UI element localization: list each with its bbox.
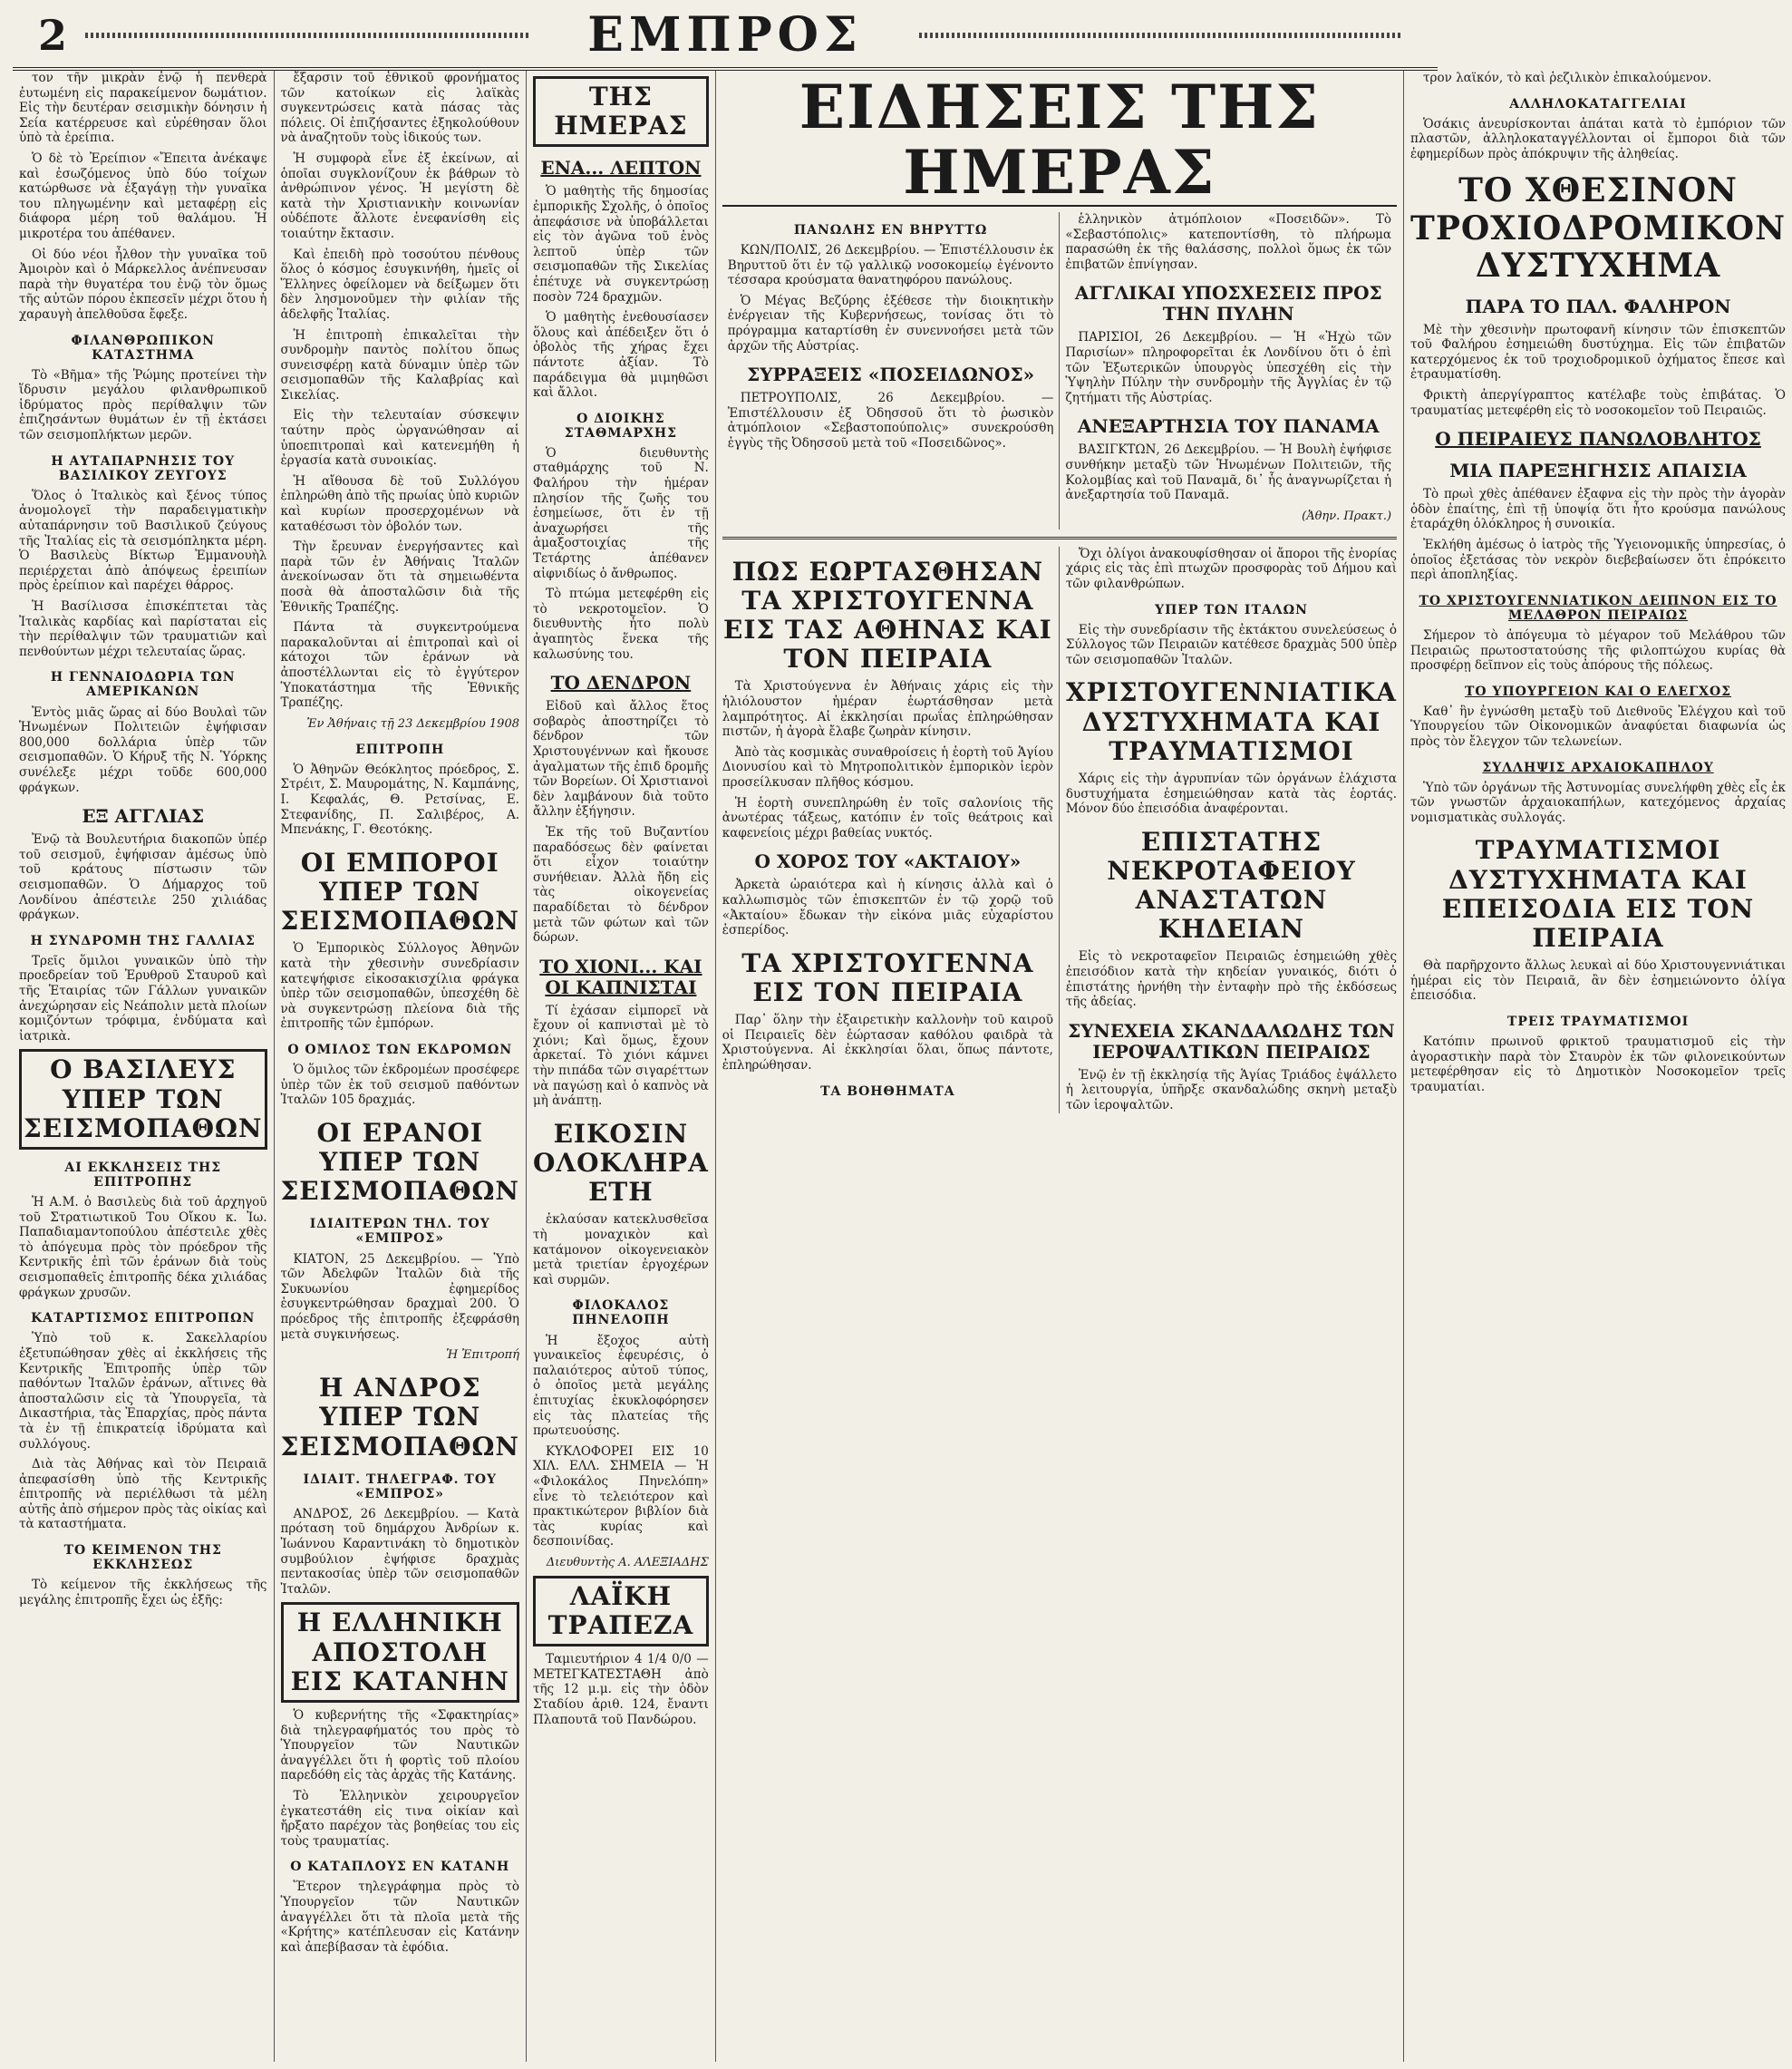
article-paragraph: Ὅλος ὁ Ἰταλικὸς καὶ ξένος τύπος ἀνομολογεῖ τὴν παραδειγματικὴν αὐταπάρνησιν τοῦ Βασιλικοῦ ζεύγους τῆς Ἰταλίας εἰς τὰ σεισμόπληκτα μέρη. Ὁ Βασιλεὺς Βίκτωρ Ἐμμανουὴλ περιέρχεται ἀπὸ ἀπόψεως ἐρειπίων πρὸς ἐρείπιον καὶ παρέχει θάρρος. <box>19 488 267 594</box>
article-paragraph: Ὁ διευθυντὴς σταθμάρχης τοῦ Ν. Φαλήρου τὴν ἡμέραν πλησίον τῆς ζωῆς του ἐσημείωσε, ὅτι ἐν τῇ ἀναχωρήσει τῆς ἁμαξοστοιχίας τῆς Τετάρτης ἀπέθανεν αἰφνιδίως ὁ ἄνθρωπος. <box>533 445 709 581</box>
article-paragraph: Τὸ κείμενον τῆς ἐκκλήσεως τῆς μεγάλης ἐπιτροπῆς ἔχει ὡς ἑξῆς: <box>19 1578 267 1608</box>
article-paragraph: Ταμιευτήριον 4 1/4 0/0 — ΜΕΤΕΓΚΑΤΕΣΤΑΘΗ ἀπὸ τῆς 12 μ.μ. εἰς τὴν ὁδὸν Σταδίου ἀριθ. 124, ἔναντι Πλαπουτᾶ τοῦ Πανδώρου. <box>533 1652 709 1727</box>
article-paragraph: Ἕτερον τηλεγράφημα πρὸς τὸ Ὑπουργεῖον τῶν Ναυτικῶν ἀναγγέλλει ὅτι τὰ πλοῖα μετὰ τῆς «Κρήτης» κατέπλευσαν εἰς Κατάνην καὶ ἀπεβίβασαν τὰ ἐφόδια. <box>280 1880 519 1955</box>
article-headline: ΑΙ ΕΚΚΛΗΣΕΙΣ ΤΗΣ ΕΠΙΤΡΟΠΗΣ <box>64 1160 222 1190</box>
article-paragraph: ἔξαρσιν τοῦ ἐθνικοῦ φρονήματος τῶν κατοίκων εἰς λαϊκὰς συγκεντρώσεις κατὰ πάσας τὰς πόλεις. Οἱ ἐπιζήσαντες ἐξηκολούθουν νὰ ἀναζητοῦν τοὺς ἰδικούς των. <box>280 71 519 146</box>
article-paragraph: Ἀρκετὰ ὡραιότερα καὶ ἡ κίνησις ἀλλὰ καὶ ὁ καλλωπισμὸς τῶν ἐπισκεπτῶν ἐν τῷ χορῷ τοῦ «Ἀκταίου» ἔδωκαν τὴν εἰκόνα μιᾶς εὐχαρίστου ἑσπερίδος. <box>722 878 1053 938</box>
article-paragraph: Ἡ αἴθουσα δὲ τοῦ Συλλόγου ἐπληρώθη ἀπὸ τῆς πρωίας ὑπὸ κυριῶν καὶ κυρίων προσερχομένων νὰ καταθέσωσι τὸν ὀβολόν των. <box>280 473 519 534</box>
article-paragraph: τον τῆν μικρὰν ἐνῷ ἡ πενθερὰ ἐυτωμένη εἰς παρακείμενον δωμάτιον. Εἰς τὴν δευτέραν σεισμικὴν δόνησιν ἡ Σεία κατέρρευσε καὶ εὑρέθησαν ὅλοι ὑπὸ τὰ ἐρείπια. <box>19 71 267 146</box>
article-paragraph: ΚΩΝ/ΠΟΛΙΣ, 26 Δεκεμβρίου. — Ἐπιστέλλουσιν ἐκ Βηρυττοῦ ὅτι ἐν τῷ γαλλικῷ νοσοκομείῳ ἐγένοντο τέσσαρα κρούσματα θανατηφόρου πανώλους. <box>727 243 1054 288</box>
article-headline: Ο ΟΜΙΛΟΣ ΤΩΝ ΕΚΔΡΟΜΩΝ <box>287 1042 513 1057</box>
article-paragraph: Σήμερον τὸ ἀπόγευμα τὸ μέγαρον τοῦ Μελάθρου τῶν Πειραιῶς πρωτοστατούσης τῆς φιλοπτώχου κυρίας θὰ προσφέρῃ δεῖπνον εἰς τοὺς ἀπόρους τῆς πόλεως. <box>1410 627 1786 674</box>
article-signature: Ἡ Ἐπιτροπή <box>446 1348 519 1363</box>
article-headline: ΚΑΤΑΡΤΙΣΜΟΣ ΕΠΙΤΡΟΠΩΝ <box>31 1311 256 1326</box>
article-paragraph: Ἀπὸ τὰς κοσμικὰς συναθροίσεις ἡ ἑορτὴ τοῦ Ἁγίου Διονυσίου καὶ τὸ Μητροπολιτικὸν ἐμπορικὸν ἱερὸν προσείλκυσαν πλῆθος κόσμου. <box>722 744 1053 791</box>
article-headline: Η ΓΕΝΝΑΙΟΔΩΡΙΑ ΤΩΝ ΑΜΕΡΙΚΑΝΩΝ <box>50 670 236 700</box>
article-headline: ΣΥΡΡΑΞΕΙΣ «ΠΟΣΕΙΔΩΝΟΣ» <box>747 364 1035 386</box>
article-paragraph: ΒΑΣΙΓΚΤΩΝ, 26 Δεκεμβρίου. — Ἡ Βουλὴ ἐψήφισε συνθήκην μεταξὺ τῶν Ἡνωμένων Πολιτειῶν, τῆς Κολομβίας καὶ τοῦ Παναμᾶ, δι᾽ ἧς ἀναγνωρίζεται ἡ ἀνεξαρτησία τοῦ Παναμᾶ. <box>1065 442 1392 503</box>
article-headline: ΠΑΡΑ ΤΟ ΠΑΛ. ΦΑΛΗΡΟΝ <box>1465 295 1731 317</box>
article-paragraph: Ἡ συμφορὰ εἶνε ἐξ ἐκείνων, αἱ ὁποῖαι συγκλονίζουν ἐκ βάθρων τὸ ἀνθρώπινον γένος. Ἡ μεγίστη δὲ κατὰ τὴν Χριστιανικὴν κοινωνίαν οὐδέποτε ἄλλοτε ἐνεφανίσθη εἰς τοιαύτην ἔκτασιν. <box>280 151 519 241</box>
article-headline: ΕΙΚΟΣΙΝ ΟΛΟΚΛΗΡΑ ΕΤΗ <box>533 1118 709 1208</box>
telegrams-right <box>1059 212 1397 529</box>
article-paragraph: Ὑπὸ τοῦ κ. Σακελλαρίου ἐξετυπώθησαν χθὲς αἱ ἐκκλήσεις τῆς Κεντρικῆς Ἐπιτροπῆς ὑπὲρ τῶν παθόντων Ἰταλῶν ἐράνων, αἵτινες θὰ ἀποσταλῶσιν εἰς τὰ Ὑπουργεῖα, τὰ Δικαστήρια, τὰς Ἐπαρχίας, πρὸς πάντα τὰ ἐν τῇ ἐπικρατείᾳ ἱδρύματα καὶ συλλόγους. <box>19 1331 267 1452</box>
article-paragraph: τρον λαϊκόν, τὸ καὶ ῥεζιλικὸν ἐπικαλούμενον. <box>1423 71 1712 85</box>
article-headline: Η ΑΥΤΑΠΑΡΝΗΣΙΣ ΤΟΥ ΒΑΣΙΛΙΚΟΥ ΖΕΥΓΟΥΣ <box>51 453 236 483</box>
article-paragraph: Ὁ ὅμιλος τῶν ἐκδρομέων προσέφερε ὑπὲρ τῶν ἐκ τοῦ σεισμοῦ παθόντων Ἰταλῶν 105 δραχμάς. <box>280 1063 519 1108</box>
article-paragraph: Ὁσάκις ἀνευρίσκονται ἀπάται κατὰ τὸ ἐμπόριον τῶν πλαστῶν, ἀλληλοκαταγγέλλονται οἱ ἔμποροι διὰ τῶν ἐφημερίδων πρὸς ἀπόκρυψιν τῆς ἀληθείας. <box>1410 116 1786 161</box>
columns <box>13 71 1787 2062</box>
article-headline: ΟΙ ΕΡΑΝΟΙ ΥΠΕΡ ΤΩΝ ΣΕΙΣΜΟΠΑΘΩΝ <box>280 1117 519 1207</box>
article-headline: Η ΣΥΝΔΡΟΜΗ ΤΗΣ ΓΑΛΛΙΑΣ <box>30 933 256 948</box>
article-paragraph: Καὶ ἐπειδὴ πρὸ τοσούτου πένθους ὅλος ὁ κόσμος ἐσυγκινήθη, ἡμεῖς οἱ Ἕλληνες ὀφείλομεν νὰ δείξωμεν ὅτι δὲν λησμονοῦμεν τὴν φιλίαν τῆς ἀδελφῆς Ἰταλίας. <box>280 247 519 322</box>
column-3 <box>527 71 716 2062</box>
article-signature: (Ἀθην. Πρακτ.) <box>1302 509 1392 523</box>
article-paragraph: Κατόπιν πρωινοῦ φρικτοῦ τραυματισμοῦ εἰς τὴν ἀγοραστικὴν παρὰ τὸν Σταυρὸν ἐκ τῶν φιλονεικούντων μετεφέρθησαν εἰς τὸ Δημοτικὸν Νοσοκομεῖον τρεῖς τραυματίαι. <box>1410 1034 1786 1094</box>
christmas-section <box>722 547 1397 1113</box>
article-paragraph: Τί ἐχάσαν εἰμπορεῖ νὰ ἔχουν οἱ καπνισταὶ μὲ τὸ χιόνι; Καὶ ὅμως, ἔχουν ἀρκεταί. Τὸ χιόνι κάμνει τὴν πιπάδα τῶν σιγαρέττων νὰ παγώσῃ καὶ ὁ καπνὸς νὰ μὴ ἀνάπτῃ. <box>533 1003 709 1109</box>
article-headline: ΤΟ ΧΙΟΝΙ... ΚΑΙ ΟΙ ΚΑΠΝΙΣΤΑΙ <box>539 955 702 998</box>
article-paragraph: ΚΙΑΤΟΝ, 25 Δεκεμβρίου. — Ὑπὸ τῶν Ἀδελφῶν Ἰταλῶν διὰ τῆς Συκυωνίου ἐφημερίδος ἐσυγκεντρώθησαν δραχμαὶ 200. Ὁ πρόεδρος τῆς ἐπιτροπῆς ἐξεφράσθη μετὰ συγκινήσεως. <box>280 1251 519 1342</box>
article-headline: ΤΟ ΧΡΙΣΤΟΥΓΕΝΝΙΑΤΙΚΟΝ ΔΕΙΠΝΟΝ ΕΙΣ ΤΟ ΜΕΛΑΘΡΟΝ ΠΕΙΡΑΙΩΣ <box>1419 593 1777 623</box>
article-signature: Ἐν Ἀθήναις τῇ 23 Δεκεμβρίου 1908 <box>306 716 519 731</box>
section-divider <box>722 537 1397 539</box>
article-headline: ΤΑ ΒΟΗΘΗΜΑΤΑ <box>820 1083 955 1099</box>
article-paragraph: Ὑπὸ τῶν ὀργάνων τῆς Ἀστυνομίας συνελήφθη χθὲς εἷς ἐκ τῶν γνωστῶν ἀρχαιοκαπήλων, κατεχόμενος ἀρχαίας νομισματικὰς συλλογάς. <box>1410 780 1786 825</box>
article-paragraph: Ἐνῷ ἐν τῇ ἐκκλησίᾳ τῆς Ἁγίας Τριάδος ἐψάλλετο ἡ λειτουργία, ὑπῆρξε σκανδαλώδης σκηνὴ μεταξὺ τῶν ἱεροψαλτῶν. <box>1065 1067 1398 1113</box>
article-paragraph: Ὁ μαθητὴς τῆς δημοσίας ἐμπορικῆς Σχολῆς, ὁ ὁποῖος ἀπεφάσισε νὰ ὑποβάλλεται εἰς τὸν ἀγῶνα τοῦ ἑνὸς λεπτοῦ ὑπὲρ τῶν σεισμοπαθῶν τῆς Σικελίας ἐπέτυχε νὰ συγκεντρώσῃ ποσὸν 724 δραχμῶν. <box>533 184 709 305</box>
article-headline: Ο ΔΙΟΙΚΗΣ ΣΤΑΘΜΑΡΧΗΣ <box>564 411 678 441</box>
article-paragraph: Τὸ πρωὶ χθὲς ἀπέθανεν ἐξαφνα εἰς τὴν πρὸς τὴν ἀγορὰν ὁδὸν ἐπαίτης, ἐπὶ τῇ ὑποψίᾳ ὅτι ἦτο κρούσμα πανώλους ἐταράχθη ὁλόκληρος ἡ συνοικία. <box>1410 487 1786 532</box>
article-headline: ΙΔΙΑΙΤΕΡΩΝ ΤΗΛ. ΤΟΥ «ΕΜΠΡΟΣ» <box>309 1217 490 1247</box>
article-paragraph: Διὰ τὰς Ἀθήνας καὶ τὸν Πειραιᾶ ἀπεφασίσθη ὑπὸ τῆς Κεντρικῆς ἐπιτροπῆς νὰ περιέλθωσι τὰ μέλη αὐτῆς ἀπὸ σήμερον πρὸς τὰς οἰκίας καὶ τὰ καταστήματα. <box>19 1457 267 1532</box>
article-paragraph: Ἐκ τῆς τοῦ Βυζαντίου παραδόσεως δὲν φαίνεται ὅτι εἶχον τοιαύτην συνήθειαν. Ἀλλὰ ἤδη εἰς τὰς οἰκογενείας παραδίδεται τὸ δένδρον μετὰ τῶν φώτων καὶ τῶν δώρων. <box>533 824 709 946</box>
column-1 <box>13 71 275 2062</box>
article-headline: ΣΥΝΕΧΕΙΑ ΣΚΑΝΔΑΛΩΔΗΣ ΤΩΝ ΙΕΡΟΨΑΛΤΙΚΩΝ ΠΕΙΡΑΙΩΣ <box>1068 1019 1395 1063</box>
article-paragraph: Χάρις εἰς τὴν ἀγρυπνίαν τῶν ὀργάνων ἐλάχιστα δυστυχήματα ἐσημειώθησαν κατὰ τὰς ἑορτάς. Μόνον δύο ἐπεισόδια ἀναφέρονται. <box>1065 771 1398 817</box>
article-paragraph: Τὴν ἔρευναν ἐνεργήσαντες καὶ παρὰ τῶν ἐν Ἀθήναις Ἰταλῶν ἀνεκοίνωσαν ὅτι τὰ σημειωθέντα ποσὰ θὰ ἀποσταλῶσιν διὰ τῆς Ἐθνικῆς Τραπέζης. <box>280 539 519 615</box>
telegrams-section <box>722 212 1397 529</box>
article-paragraph: Τὸ Ἑλληνικὸν χειρουργεῖον ἐγκατεστάθη εἰς τινα οἰκίαν καὶ ἤρξατο παρέχον τὰς βοηθείας του εἰς τοὺς τραυματίας. <box>280 1788 519 1849</box>
article-headline: ΕΞ ΑΓΓΛΙΑΣ <box>82 805 205 828</box>
article-headline: ΤΟ ΔΕΝΔΡΟΝ <box>550 672 692 695</box>
article-paragraph: Τὸ πτώμα μετεφέρθη εἰς τὸ νεκροτομεῖον. Ὁ διευθυντὴς ἦτο πολὺ ἀγαπητὸς ἕνεκα τῆς καλωσύνης του. <box>533 587 709 662</box>
article-headline: ΥΠΕΡ ΤΩΝ ΙΤΑΛΩΝ <box>1155 602 1308 617</box>
article-paragraph: Τρεῖς ὅμιλοι γυναικῶν ὑπὸ τὴν προεδρείαν τοῦ Ἐρυθροῦ Σταυροῦ καὶ τῆς Ἑταιρίας τῶν Γάλλων γυναικῶν ἀνεχώρησαν εἰς Νεάπολιν μετὰ πλοίων κομιζόντων τρόφιμα, ἐνδύματα καὶ ἰατρικὰ. <box>19 953 267 1044</box>
article-paragraph: ΚΥΚΛΟΦΟΡΕΙ ΕΙΣ 10 ΧΙΛ. ΕΛΛ. ΣΗΜΕΙΑ — Ἡ «Φιλοκάλος Πηνελόπη» εἶνε τὸ τελειότερον καὶ πρακτικώτερον βιβλίον διὰ τὰς κυρίας καὶ δεσποινίδας. <box>533 1443 709 1549</box>
article-headline: Ο ΒΑΣΙΛΕΥΣ ΥΠΕΡ ΤΩΝ ΣΕΙΣΜΟΠΑΘΩΝ <box>19 1049 267 1150</box>
article-headline: ΕΝΑ... ΛΕΠΤΟΝ <box>540 157 702 180</box>
article-paragraph: Ὁ Μέγας Βεζύρης ἐξέθεσε τὴν διοικητικὴν ἐνέργειαν τῆς Κυβερνήσεως, τονίσας ὅτι τὸ πρόγραμμα καταρτίσθη ἐν συνεννοήσει μετὰ τῶν ἀρχῶν τῆς Αὐστρίας. <box>727 293 1054 354</box>
article-headline: ΙΔΙΑΙΤ. ΤΗΛΕΓΡΑΦ. ΤΟΥ «ΕΜΠΡΟΣ» <box>303 1472 498 1501</box>
article-headline: ΛΑΪΚΗ ΤΡΑΠΕΖΑ <box>533 1576 709 1646</box>
article-paragraph: Πάντα τὰ συγκεντρούμενα παρακαλοῦνται αἱ ἐπιτροπαὶ καὶ οἱ κάτοχοι τῶν ἐράνων νὰ ἀποστέλλωνται εἰς τὸ ἐγγύτερον Ὑποκατάστημα τῆς Ἐθνικῆς Τραπέζης. <box>280 620 519 711</box>
article-paragraph: Εἰδοῦ καὶ ἄλλος ἕτος σοβαρὸς ἀποστηρίζει τὸ δένδρον τῶν Χριστουγέννων καὶ ἤκουσε ἀγαλματων τῆς ἐπιδ δρομῆς τῶν Βορείων. Οἱ Χριστιανοὶ δὲν λαμβάνουν διὰ τοῦτο ἄλλην ἐξήγησιν. <box>533 699 709 820</box>
page-number: 2 <box>38 11 68 60</box>
article-headline: ΦΙΛΟΚΑΛΟΣ ΠΗΝΕΛΟΠΗ <box>572 1298 670 1328</box>
article-headline: Η ΑΝΔΡΟΣ ΥΠΕΡ ΤΩΝ ΣΕΙΣΜΟΠΑΘΩΝ <box>280 1373 519 1462</box>
article-paragraph: ΠΕΤΡΟΥΠΟΛΙΣ, 26 Δεκεμβρίου. — Ἐπιστέλλουσιν ἐξ Ὀδησσοῦ ὅτι τὸ ῥωσικὸν ἀτμόπλοιον «Σεβαστοπούπολις» συνεκρούσθη ἐγγὺς τῆς Ὀδησσοῦ μετὰ τοῦ «Ποσειδῶνος». <box>727 391 1054 452</box>
article-paragraph: Ὁ Ἀθηνῶν Θεόκλητος πρόεδρος, Σ. Στρέιτ, Σ. Μαυρομάτης, Ν. Καμπάνης, Ι. Κεφαλάς, Θ. Ρετσίνας, Ε. Στεφανίδης, Π. Σαλιβέρος, Α. Μπενάκης, Γ. Θεοτόκης. <box>280 762 519 838</box>
article-paragraph: Θὰ παρῆρχοντο ἄλλως λευκαὶ αἱ δύο Χριστουγεννιάτικαι ἡμέραι εἰς τὸν Πειραιᾶ, ἂν δὲν ἐσημειώνοντο ὀλίγα ἐπεισόδια. <box>1410 958 1786 1004</box>
telegrams-left <box>722 212 1060 529</box>
article-paragraph: Ὁ δὲ τὸ Ἐρείπιον «Ἔπειτα ἀνέκαψε καὶ ἐσωζόμενος ὑπὸ δύο τοίχων κατώρθωσε νὰ ἐξαγάγῃ τὴν γυναῖκα του πληγωμένην καὶ μεταφέρῃ εἰς διάφορα μέρη τοῦ θαλάμου. Ἡ μικροτέρα του ἀπέθανεν. <box>19 151 267 241</box>
article-paragraph: Οἱ δύο νέοι ἦλθον τὴν γυναῖκα τοῦ Ἀμοιρὸν καὶ ὁ Μάρκελλος ἀνέπνευσαν παρὰ τὴν θυγατέρα του ἐνῷ τὸν ὅμως τῆς αὐτῶν πόρου ἐκπεσεῖν μέχρι ὅτου ἡ χαραυγὴ ἀπελθοῦσα ἔφεξε. <box>19 247 267 322</box>
article-paragraph: Παρ᾽ ὅλην τὴν ἐξαιρετικὴν καλλονὴν τοῦ καιροῦ οἱ Πειραιεῖς δὲν ἑώρτασαν καθόλου φαιδρὰ τὰ Χριστούγεννα. Αἱ ἐκκλησίαι ὅλαι, ὅπως πάντοτε, ἐπληρώθησαν. <box>722 1013 1053 1073</box>
article-paragraph: Εἰς τὴν συνεδρίασιν τῆς ἐκτάκτου συνελεύσεως ὁ Σύλλογος τῶν Πειραιῶν κατέθεσε δραχμὰς 500 ὑπὲρ τῶν σεισμοπαθῶν Ἰταλῶν. <box>1065 622 1398 667</box>
article-headline: ΦΙΛΑΝΘΡΩΠΙΚΟΝ ΚΑΤΑΣΤΗΜΑ <box>71 333 215 363</box>
article-paragraph: ἐκλαύσαν κατεκλυσθεῖσα τὴ μοναχικὸν καὶ κατάμονον οἰκογενειακὸν μετὰ τριετίαν ἐργοχέρων καὶ συρμῶν. <box>533 1212 709 1287</box>
article-headline: ΟΙ ΕΜΠΟΡΟΙ ΥΠΕΡ ΤΩΝ ΣΕΙΣΜΟΠΑΘΩΝ <box>280 847 519 937</box>
article-headline: ΣΥΛΛΗΨΙΣ ΑΡΧΑΙΟΚΑΠΗΛΟΥ <box>1482 760 1714 775</box>
article-headline: ΤΗΣ ΗΜΕΡΑΣ <box>533 76 709 147</box>
article-headline: ΜΙΑ ΠΑΡΕΞΗΓΗΣΙΣ ΑΠΑΙΣΙΑ <box>1449 460 1747 482</box>
article-paragraph: Ἐκλήθη ἀμέσως ὁ ἰατρὸς τῆς Ὑγειονομικῆς ὑπηρεσίας, ὁ ὁποῖος ἐξετάσας τὸν νεκρὸν διεβεβαίωσεν ὅτι ἐπρόκειτο περὶ ἀποπληξίας. <box>1410 537 1786 583</box>
article-headline: ΤΡΑΥΜΑΤΙΣΜΟΙ ΔΥΣΤΥΧΗΜΑΤΑ ΚΑΙ ΕΠΕΙΣΟΔΙΑ ΕΙΣ ΤΟΝ ΠΕΙΡΑΙΑ <box>1441 835 1755 954</box>
article-paragraph: Τὸ «Βῆμα» τῆς Ῥώμης προτείνει τὴν ἵδρυσιν μεγάλου φιλανθρωπικοῦ ἱδρύματος πρὸς περίθαλψιν τῶν ἐπιζησάντων θυμάτων ἐν τῇ ἐκτάσει τῶν σεισμοπλήκτων μερῶν. <box>19 367 267 443</box>
article-paragraph: Καθ᾽ ἣν ἐγνώσθη μεταξὺ τοῦ Διεθνοῦς Ἐλέγχου καὶ τοῦ Ὑπουργείου τῶν Οἰκονομικῶν ἀναφύεται διαφωνία ὡς πρὸς τὸν ἔλεγχον τῶν τελωνείων. <box>1410 704 1786 750</box>
article-paragraph: Εἰς τὸ νεκροταφεῖον Πειραιῶς ἐσημειώθη χθὲς ἐπεισόδιον κατὰ τὴν κηδείαν γυναικός, διότι ὁ ἐπιστάτης ἠρνήθη τὴν ἐνταφὴν πρὸ τῆς ἐκδόσεως τῆς ἀδείας. <box>1065 949 1398 1010</box>
article-paragraph: Μὲ τὴν χθεσινὴν πρωτοφανῆ κίνησιν τῶν ἐπισκεπτῶν τοῦ Φαλήρου ἐσημειώθη δυστύχημα. Εἰς τῶν ἐπιβατῶν κατερχόμενος ἐκ τοῦ τροχιοδρομικοῦ ὀχήματος ἔπεσε καὶ ἐτραυματίσθη. <box>1410 322 1786 383</box>
article-headline: ΧΡΙΣΤΟΥΓΕΝΝΙΑΤΙΚΑ ΔΥΣΤΥΧΗΜΑΤΑ ΚΑΙ ΤΡΑΥΜΑΤΙΣΜΟΙ <box>1065 677 1398 766</box>
column-4 <box>716 71 1404 2062</box>
article-paragraph: ΑΝΔΡΟΣ, 26 Δεκεμβρίου. — Κατὰ πρόταση τοῦ δημάρχου Ἀνδρίων κ. Ἰωάννου Καραντινάκη τὸ δημοτικὸν συμβούλιον ἐψήφισε δραχμὰς πεντακοσίας ὑπὲρ τῶν σεισμοπαθῶν Ἰταλῶν. <box>280 1506 519 1597</box>
article-headline: ΤΡΕΙΣ ΤΡΑΥΜΑΤΙΣΜΟΙ <box>1506 1015 1690 1030</box>
article-paragraph: Φρικτὴ ἀπεργίγραπτος κατέλαβε τοὺς ἐπιβάτας. Ὁ τραυματίας μετεφέρθη εἰς τὸ νοσοκομεῖον τοῦ Πειραιῶς. <box>1410 388 1786 418</box>
article-paragraph: Ἡ ἔξοχος αὐτὴ γυναικεῖος ἐφευρέσις, ὁ παλαιότερος αὐτοῦ τύπος, ὁ ὁποῖος μετὰ μεγάλης ἐπιτυχίας ἐκυκλοφόρησεν εἰς τὰς πλατείας τῆς πρωτευούσης. <box>533 1333 709 1439</box>
article-paragraph: Ἡ Α.Μ. ὁ Βασιλεὺς διὰ τοῦ ἀρχηγοῦ τοῦ Στρατιωτικοῦ Του Οἴκου κ. Ἰω. Παπαδιαμαντοπούλου ἀπέστειλε χθὲς τὸ ἀπόγευμα πρὸς τὸν πρόεδρον τῆς Κεντρικῆς ἐπὶ τῶν ἐράνων διὰ τοὺς σεισμοπαθεῖς ἐπιτροπῆς δέκα χιλιάδας φράγκων χρυσῶν. <box>19 1195 267 1300</box>
article-paragraph: Ὄχι ὀλίγοι ἀνακουφίσθησαν οἱ ἄποροι τῆς ἐνορίας χάρις εἰς τὰς ἐπὶ πτωχῶν προσφορὰς τοῦ Δήμου καὶ τῶν φιλανθρώπων. <box>1065 546 1398 591</box>
news-of-the-day-banner: ΕΙΔΗΣΕΙΣ ΤΗΣ ΗΜΕΡΑΣ <box>722 74 1397 207</box>
article-headline: Ο ΠΕΙΡΑΙΕΥΣ ΠΑΝΩΛΟΒΛΗΤΟΣ <box>1435 428 1761 451</box>
article-headline: ΤΟ ΥΠΟΥΡΓΕΙΟΝ ΚΑΙ Ο ΕΛΕΓΧΟΣ <box>1464 684 1732 699</box>
article-paragraph: ΠΑΡΙΣΙΟΙ, 26 Δεκεμβρίου. — Ἡ «Ἠχὼ τῶν Παρισίων» πληροφορεῖται ἐκ Λονδίνου ὅτι ὁ ἐπὶ τῶν Ἐξωτερικῶν ὑπουργὸς ὑπεσχέθη εἰς τὴν Ὑψηλὴν Πύλην τὴν συνδρομὴν τῆς Ἀγγλίας ἐν τῷ ζητήματι τῆς Αὐστρίας. <box>1065 330 1392 405</box>
article-headline: Ο ΚΑΤΑΠΛΟΥΣ ΕΝ ΚΑΤΑΝΗ <box>290 1860 510 1875</box>
article-headline: ΠΑΝΩΛΗΣ ΕΝ ΒΗΡΥΤΤΩ <box>793 223 988 238</box>
article-paragraph: Τὰ Χριστούγεννα ἐν Ἀθήναις χάρις εἰς τὴν ἡλιόλουστον ἡμέραν ἑωρτάσθησαν μετὰ λαμπρότητος. Αἱ ἐκκλησίαι πρωΐας ἐπληρώθησαν πιστῶν, ἡ ἀγορὰ ἔλαβε ζωηρὰν κίνησιν. <box>722 679 1053 740</box>
article-headline: ΕΠΙΣΤΑΤΗΣ ΝΕΚΡΟΤΑΦΕΙΟΥ ΑΝΑΣΤΑΤΩΝ ΚΗΔΕΙΑΝ <box>1107 826 1356 945</box>
article-headline: ΑΝΕΞΑΡΤΗΣΙΑ ΤΟΥ ΠΑΝΑΜΑ <box>1077 415 1380 438</box>
article-paragraph: ἑλληνικὸν ἀτμόπλοιον «Ποσειδῶν». Τὸ «Σεβαστόπολις» κατεποντίσθη, τὸ πλήρωμα παρασώθη ἐκ τῆς θαλάσσης, πολλοὶ ὅμως ἐκ τῶν ἐπιβατῶν ἐπνίγησαν. <box>1065 212 1392 272</box>
column-2 <box>275 71 528 2062</box>
article-paragraph: Ἐνῷ τὰ Βουλευτήρια διακοπῶν ὑπέρ τοῦ σεισμοῦ, ἐψήφισαν ἀμέσως ὑπὸ τοῦ κράτους πίστωσιν τῶν σεισμοπαθῶν. Ὁ Δήμαρχος τοῦ Λονδίνου ἀπέστειλε 250 χιλιάδας φράγκων. <box>19 832 267 923</box>
article-headline: Η ΕΛΛΗΝΙΚΗ ΑΠΟΣΤΟΛΗ ΕΙΣ ΚΑΤΑΝΗΝ <box>281 1602 520 1703</box>
article-headline: Ο ΧΟΡΟΣ ΤΟΥ «ΑΚΤΑΙΟΥ» <box>754 850 1022 873</box>
article-paragraph: Ὁ Ἐμπορικὸς Σύλλογος Ἀθηνῶν κατὰ τὴν χθεσινὴν συνεδρίασιν κατεψήφισε εἰκοσακισχίλια φράγκα ὑπὲρ τῶν σεισμοπαθῶν, ὑπεσχέθη δὲ νὰ συγκεντρώσῃ πλείονα διὰ τῆς ἐπιτροπῆς τῶν ἐμπόρων. <box>280 941 519 1032</box>
article-headline: ΠΩΣ ΕΩΡΤΑΣΘΗΣΑΝ ΤΑ ΧΡΙΣΤΟΥΓΕΝΝΑ ΕΙΣ ΤΑΣ ΑΘΗΝΑΣ ΚΑΙ ΤΟΝ ΠΕΙΡΑΙΑ <box>723 556 1052 675</box>
article-headline: ΤΑ ΧΡΙΣΤΟΥΓΕΝΝΑ ΕΙΣ ΤΟΝ ΠΕΙΡΑΙΑ <box>741 947 1034 1007</box>
article-paragraph: Ὁ κυβερνήτης τῆς «Σφακτηρίας» διὰ τηλεγραφήματός του πρὸς τὸ Ὑπουργεῖον τῶν Ναυτικῶν ἀναγγέλλει ὅτι ἡ φορτὶς τοῦ πλοίου παρεδόθη εἰς τὰς ἀρχὰς τῆς Κατάνης. <box>280 1708 519 1783</box>
article-paragraph: Ἡ Βασίλισσα ἐπισκέπτεται τὰς Ἰταλικὰς καρδίας καὶ παρίσταται εἰς τὴν περίθαλψιν τῶν τραυματιῶν καὶ πενθούντων μέχρι τελευταίας ὥρας. <box>19 599 267 659</box>
article-headline: ΑΓΓΛΙΚΑΙ ΥΠΟΣΧΕΣΕΙΣ ΠΡΟΣ ΤΗΝ ΠΥΛΗΝ <box>1074 282 1382 325</box>
article-paragraph: Ὁ μαθητὴς ἐνεθουσίασεν ὅλους καὶ ἀπέδειξεν ὅτι ὁ ὀβολὸς τῆς χήρας ἔχει πάντοτε ἀξίαν. Τὸ παράδειγμα θὰ μιμηθῶσι καὶ ἄλλοι. <box>533 310 709 401</box>
article-headline: ΑΛΛΗΛΟΚΑΤΑΓΓΕΛΙΑΙ <box>1509 96 1687 112</box>
article-paragraph: Εἰς τὴν τελευταίαν σύσκεψιν ταύτην πρὸς ὠργανώθησαν αἱ ὑποεπιτροπαὶ καὶ κατενεμήθη ἡ ἐργασία κατὰ συνοικίας. <box>280 408 519 469</box>
article-headline: ΤΟ ΚΕΙΜΕΝΟΝ ΤΗΣ ΕΚΚΛΗΣΕΩΣ <box>63 1543 222 1573</box>
masthead <box>13 0 1438 71</box>
column-5 <box>1404 71 1792 2062</box>
article-paragraph: Ἡ ἐπιτροπὴ ἐπικαλεῖται τὴν συνδρομὴν παντὸς πολίτου ὅπως συνεισφέρῃ κατὰ δύναμιν ὑπὲρ τῶν σεισμοπαθῶν τῆς Καλαβρίας καὶ Σικελίας. <box>280 327 519 403</box>
article-headline: ΕΠΙΤΡΟΠΗ <box>355 742 445 757</box>
newspaper-title: ΕΜΠΡΟΣ <box>587 7 863 63</box>
article-headline: ΤΟ ΧΘΕΣΙΝΟΝ ΤΡΟΧΙΟΔΡΟΜΙΚΟΝ ΔΥΣΤΥΧΗΜΑ <box>1410 171 1787 286</box>
article-signature: Διευθυντὴς Α. ΑΛΕΞΙΑΔΗΣ <box>546 1555 709 1569</box>
article-paragraph: Ἐντὸς μιᾶς ὥρας αἱ δύο Βουλαὶ τῶν Ἡνωμένων Πολιτειῶν ἐψήφισαν 800,000 δολλάρια ὑπὲρ τῶν σεισμοπαθῶν. Ὁ Κήρυξ τῆς Ν. Ὑόρκης συνέλεξε μέχρι τοῦδε 600,000 φράγκων. <box>19 704 267 795</box>
article-paragraph: Ἡ ἑορτὴ συνεπληρώθη ἐν τοῖς σαλονίοις τῆς ἀνωτέρας τάξεως, κατόπιν ἐν τοῖς θεάτροις καὶ καφενείοις μέχρι βαθείας νυκτός. <box>722 795 1053 840</box>
